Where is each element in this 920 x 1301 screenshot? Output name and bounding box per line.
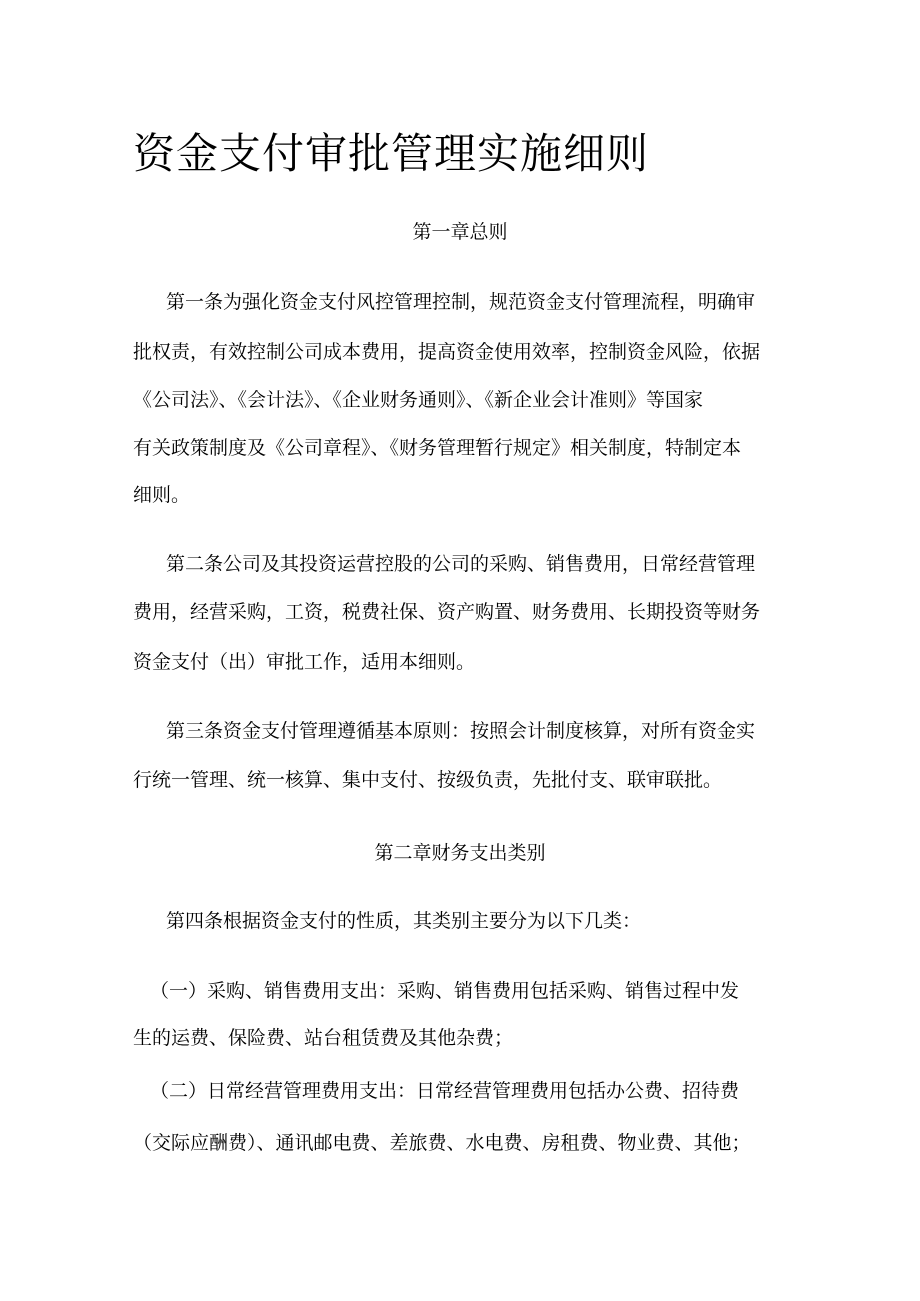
article-1-line-2: 批权责，有效控制公司成本费用，提高资金使用效率，控制资金风险，依据: [133, 341, 761, 363]
chapter-heading-2: 第二章财务支出类别: [374, 842, 546, 864]
article-1-line-5: 细则。: [133, 484, 191, 506]
item-1-line-1: （一）采购、销售费用支出：采购、销售费用包括采购、销售过程中发: [150, 980, 740, 1002]
article-1-line-1: 第一条为强化资金支付风控管理控制，规范资金支付管理流程，明确审: [166, 291, 756, 313]
item-2-line-2: （交际应酬费）、通讯邮电费、差旅费、水电费、房租费、物业费、其他；: [133, 1132, 751, 1154]
article-1-line-4: 有关政策制度及《公司章程》、《财务管理暂行规定》相关制度，特制定本: [133, 437, 742, 459]
article-4: 第四条根据资金支付的性质，其类别主要分为以下几类：: [166, 910, 642, 932]
article-3-line-2: 行统一管理、统一核算、集中支付、按级负责，先批付支、联审联批。: [133, 769, 723, 791]
article-2-line-2: 费用，经营采购，工资，税费社保、资产购置、财务费用、长期投资等财务: [133, 601, 761, 623]
document-title: 资金支付审批管理实施细则: [133, 129, 650, 178]
item-1-line-2: 生的运费、保险费、站台租赁费及其他杂费；: [133, 1027, 514, 1049]
article-2-line-3: 资金支付（出）审批工作，适用本细则。: [133, 651, 476, 673]
article-2-line-1: 第二条公司及其投资运营控股的公司的采购、销售费用，日常经营管理: [166, 553, 756, 575]
chapter-heading-1: 第一章总则: [412, 221, 508, 243]
item-2-line-1: （二）日常经营管理费用支出：日常经营管理费用包括办公费、招待费: [150, 1080, 740, 1102]
article-1-line-3: 《公司法》、《会计法》、《企业财务通则》、《新企业会计准则》等国家: [133, 389, 704, 411]
article-3-line-1: 第三条资金支付管理遵循基本原则：按照会计制度核算，对所有资金实: [166, 720, 756, 742]
